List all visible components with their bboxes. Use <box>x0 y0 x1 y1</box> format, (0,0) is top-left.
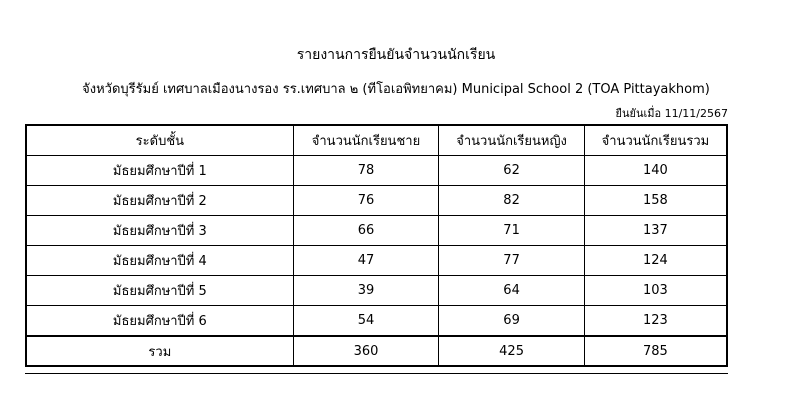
cell-male: 54 <box>293 306 439 337</box>
cell-female: 82 <box>439 186 585 216</box>
summary-female: 425 <box>439 336 585 366</box>
table-row <box>26 276 727 306</box>
cell-total: 124 <box>584 246 727 276</box>
cell-level: มัธยมศึกษาปีที่ 2 <box>26 186 293 216</box>
cell-total: 123 <box>584 306 727 337</box>
table-row <box>26 246 727 276</box>
cell-total: 103 <box>584 276 727 306</box>
cell-total: 140 <box>584 156 727 186</box>
cell-level: มัธยมศึกษาปีที่ 3 <box>26 216 293 246</box>
header-female: จำนวนนักเรียนหญิง <box>439 125 585 156</box>
cell-female: 69 <box>439 306 585 337</box>
cell-male: 78 <box>293 156 439 186</box>
cell-level: มัธยมศึกษาปีที่ 6 <box>26 306 293 337</box>
cell-female: 77 <box>439 246 585 276</box>
cell-male: 66 <box>293 216 439 246</box>
header-male: จำนวนนักเรียนชาย <box>293 125 439 156</box>
table-header-row <box>26 125 727 156</box>
cell-female: 71 <box>439 216 585 246</box>
header-level: ระดับชั้น <box>26 125 293 156</box>
cell-female: 62 <box>439 156 585 186</box>
cell-female: 64 <box>439 276 585 306</box>
cell-total: 158 <box>584 186 727 216</box>
cell-male: 76 <box>293 186 439 216</box>
summary-label: รวม <box>26 336 293 366</box>
cell-total: 137 <box>584 216 727 246</box>
student-count-table <box>25 124 728 367</box>
summary-total: 785 <box>584 336 727 366</box>
table-summary-row <box>26 336 727 366</box>
table-row <box>26 306 727 337</box>
table-row <box>26 156 727 186</box>
report-title: รายงานการยืนยันจำนวนนักเรียน <box>296 47 496 63</box>
cell-level: มัธยมศึกษาปีที่ 4 <box>26 246 293 276</box>
report-subtitle: จังหวัดบุรีรัมย์ เทศบาลเมืองนางรอง รร.เทศบาล ๒ (ทีโอเอพิทยาคม) Municipal School 2 (TOA Pittayakhom) <box>82 82 710 97</box>
cell-level: มัธยมศึกษาปีที่ 1 <box>26 156 293 186</box>
cell-male: 39 <box>293 276 439 306</box>
table-bottom-rule <box>25 373 728 374</box>
confirmation-date: ยืนยันเมื่อ 11/11/2567 <box>615 107 728 120</box>
table-row <box>26 216 727 246</box>
table-row <box>26 186 727 216</box>
cell-male: 47 <box>293 246 439 276</box>
header-total: จำนวนนักเรียนรวม <box>584 125 727 156</box>
cell-level: มัธยมศึกษาปีที่ 5 <box>26 276 293 306</box>
summary-male: 360 <box>293 336 439 366</box>
